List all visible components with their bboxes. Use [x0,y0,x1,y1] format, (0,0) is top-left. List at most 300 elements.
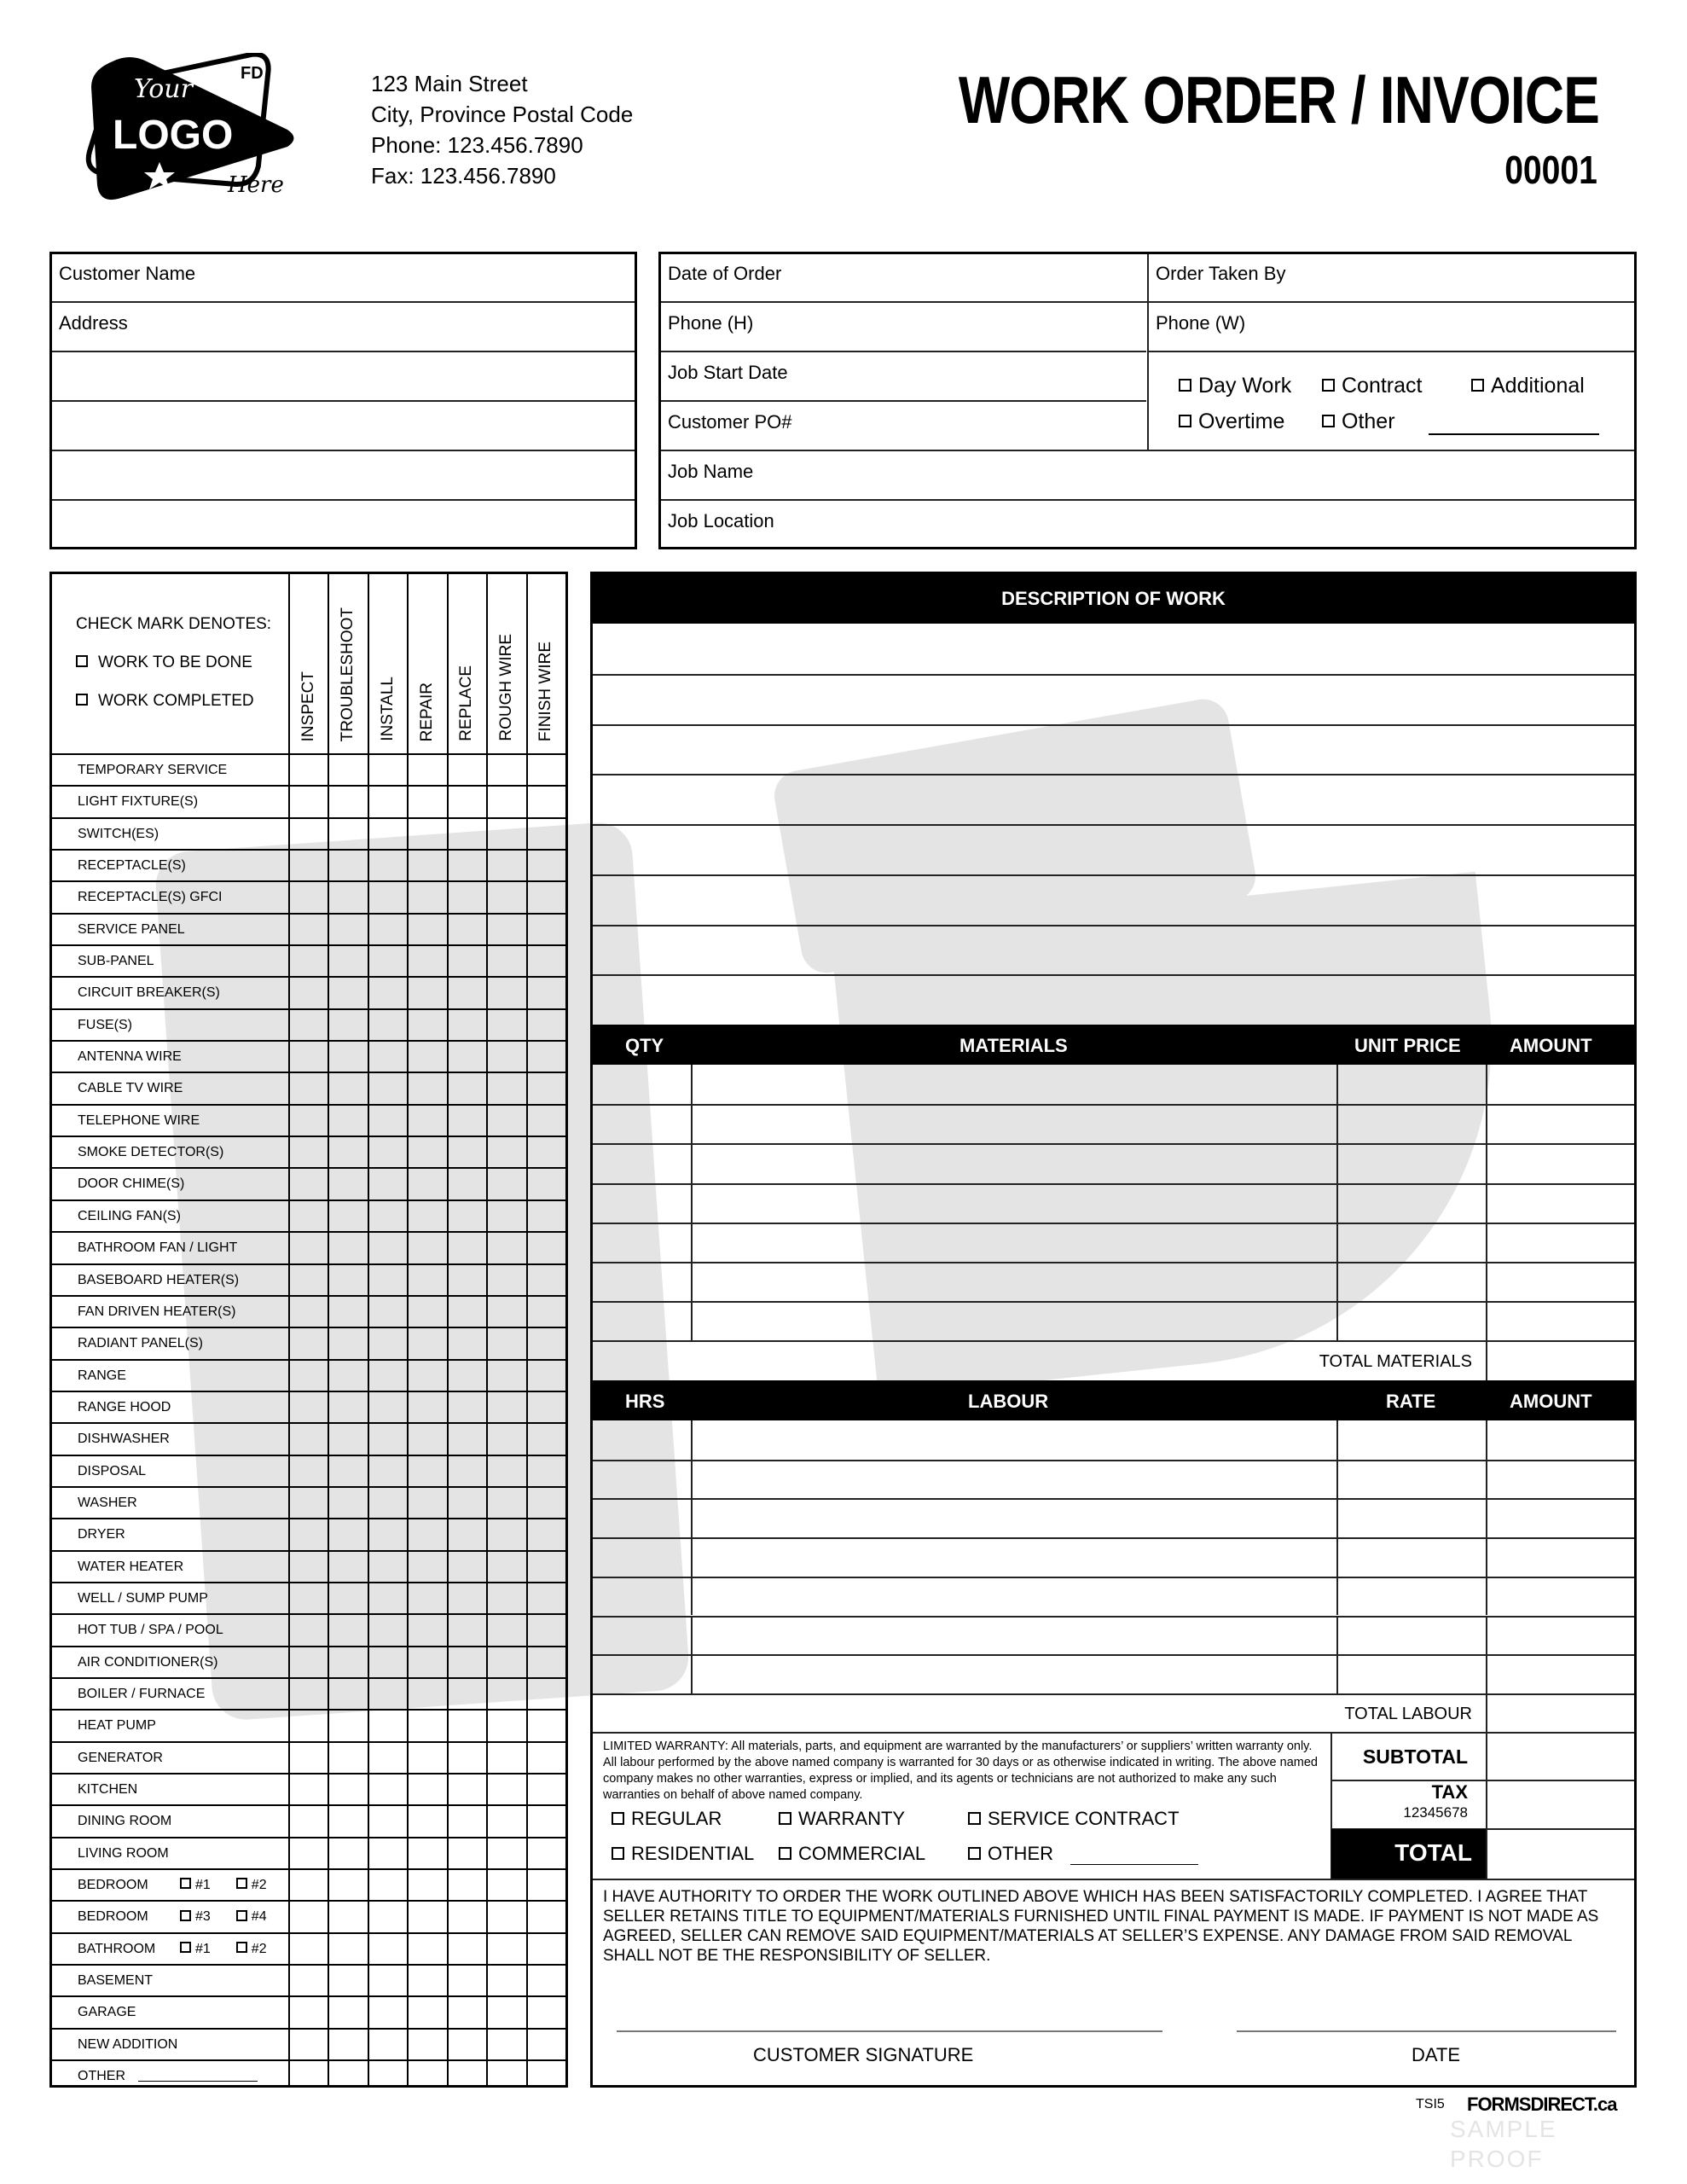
checklist-cell[interactable] [526,915,565,944]
checklist-cell[interactable] [486,1519,525,1549]
tax-input[interactable] [1487,1781,1634,1828]
checklist-cell[interactable] [526,1552,565,1582]
checklist-cell[interactable] [328,1233,367,1263]
materials-price-cell[interactable] [1336,1065,1486,1104]
checklist-cell[interactable] [526,1966,565,1995]
checklist-cell[interactable] [526,1488,565,1518]
checklist-cell[interactable] [288,1456,328,1486]
checklist-cell[interactable] [288,1169,328,1199]
checklist-cell[interactable] [288,1552,328,1582]
checklist-cell[interactable] [328,1488,367,1518]
checklist-cell[interactable] [328,1997,367,2027]
materials-description-cell[interactable] [691,1183,1336,1223]
checklist-cell[interactable] [447,2030,486,2059]
checklist-cell[interactable] [447,1806,486,1836]
checklist-cell[interactable] [368,1297,407,1327]
checklist-cell[interactable] [486,755,525,785]
checklist-cell[interactable] [486,1361,525,1391]
checklist-cell[interactable] [486,1838,525,1868]
checklist-cell[interactable] [447,1169,486,1199]
checklist-cell[interactable] [288,1265,328,1295]
checklist-cell[interactable] [447,1902,486,1931]
labour-amount-cell[interactable] [1486,1616,1634,1655]
checklist-cell[interactable] [407,1073,446,1103]
checklist-cell[interactable] [328,946,367,976]
customer-po-field[interactable]: Customer PO# [668,411,792,433]
checklist-cell[interactable] [407,851,446,880]
checklist-cell[interactable] [368,1615,407,1645]
room-number-option[interactable] [180,1942,211,1956]
checklist-cell[interactable] [526,1328,565,1358]
checklist-cell[interactable] [368,1073,407,1103]
checklist-cell[interactable] [368,819,407,849]
checklist-cell[interactable] [526,1297,565,1327]
materials-price-cell[interactable] [1336,1143,1486,1182]
checklist-cell[interactable] [288,1870,328,1900]
checklist-cell[interactable] [328,1743,367,1773]
room-number-option[interactable] [236,1878,267,1892]
checklist-cell[interactable] [407,787,446,816]
checklist-cell[interactable] [407,2030,446,2059]
description-line[interactable] [593,774,1634,824]
checklist-cell[interactable] [526,1010,565,1040]
checklist-cell[interactable] [328,1806,367,1836]
checklist-cell[interactable] [407,1679,446,1709]
checklist-cell[interactable] [486,1552,525,1582]
checklist-cell[interactable] [368,1966,407,1995]
materials-amount-cell[interactable] [1486,1262,1634,1301]
checklist-cell[interactable] [486,946,525,976]
checklist-cell[interactable] [328,755,367,785]
customer-name-field[interactable]: Customer Name [59,263,196,284]
description-line[interactable] [593,824,1634,874]
checklist-cell[interactable] [407,1615,446,1645]
checklist-cell[interactable] [486,2030,525,2059]
checklist-cell[interactable] [288,1902,328,1931]
checklist-cell[interactable] [288,1233,328,1263]
other-work-type-input[interactable] [1429,432,1599,435]
labour-price-cell[interactable] [1336,1460,1486,1499]
checklist-cell[interactable] [407,1297,446,1327]
materials-amount-cell[interactable] [1486,1104,1634,1143]
checklist-cell[interactable] [368,1870,407,1900]
checklist-cell[interactable] [288,787,328,816]
checklist-cell[interactable] [526,819,565,849]
checklist-cell[interactable] [288,1328,328,1358]
checklist-cell[interactable] [288,2061,328,2093]
checklist-cell[interactable] [368,915,407,944]
checklist-cell[interactable] [407,1743,446,1773]
checklist-cell[interactable] [526,1073,565,1103]
checklist-cell[interactable] [328,1169,367,1199]
labour-price-cell[interactable] [1336,1537,1486,1577]
checklist-cell[interactable] [486,1456,525,1486]
checklist-cell[interactable] [368,2061,407,2093]
checklist-cell[interactable] [486,1233,525,1263]
checklist-cell[interactable] [526,851,565,880]
total-materials-input[interactable] [1487,1342,1634,1380]
checklist-cell[interactable] [526,755,565,785]
checklist-cell[interactable] [288,819,328,849]
checklist-cell[interactable] [486,1743,525,1773]
materials-amount-cell[interactable] [1486,1183,1634,1223]
labour-amount-cell[interactable] [1486,1537,1634,1577]
checklist-cell[interactable] [407,1233,446,1263]
checklist-cell[interactable] [368,1488,407,1518]
checklist-cell[interactable] [447,1966,486,1995]
other-option[interactable] [968,1843,1053,1865]
labour-qty-cell[interactable] [593,1460,691,1499]
checklist-cell[interactable] [447,1870,486,1900]
checklist-cell[interactable] [486,2061,525,2093]
checklist-cell[interactable] [447,787,486,816]
checklist-cell[interactable] [328,1966,367,1995]
checklist-cell[interactable] [447,1488,486,1518]
checklist-cell[interactable] [368,1456,407,1486]
checklist-cell[interactable] [368,1137,407,1167]
checklist-cell[interactable] [288,1774,328,1804]
checklist-cell[interactable] [368,1997,407,2027]
materials-price-cell[interactable] [1336,1301,1486,1340]
checklist-cell[interactable] [526,1806,565,1836]
checklist-cell[interactable] [328,1106,367,1136]
checklist-cell[interactable] [288,1934,328,1964]
checklist-cell[interactable] [407,1137,446,1167]
checklist-cell[interactable] [407,882,446,912]
checklist-cell[interactable] [368,1679,407,1709]
checklist-cell[interactable] [288,882,328,912]
checklist-cell[interactable] [407,1519,446,1549]
checklist-cell[interactable] [447,1042,486,1072]
address-line-field[interactable] [52,501,635,547]
checklist-cell[interactable] [328,1456,367,1486]
checklist-cell[interactable] [368,1010,407,1040]
checklist-cell[interactable] [526,978,565,1008]
checklist-cell[interactable] [526,1583,565,1613]
description-line[interactable] [593,724,1634,775]
checklist-cell[interactable] [288,1488,328,1518]
address-line-field[interactable] [52,402,635,450]
room-number-option[interactable] [236,1942,267,1956]
checklist-cell[interactable] [486,787,525,816]
checklist-cell[interactable] [328,1265,367,1295]
checklist-cell[interactable] [407,1806,446,1836]
materials-amount-cell[interactable] [1486,1065,1634,1104]
checklist-cell[interactable] [486,1583,525,1613]
labour-description-cell[interactable] [691,1577,1336,1616]
materials-description-cell[interactable] [691,1143,1336,1182]
labour-description-cell[interactable] [691,1616,1336,1655]
checklist-cell[interactable] [407,1201,446,1231]
checklist-cell[interactable] [447,2061,486,2093]
checklist-cell[interactable] [368,1106,407,1136]
subtotal-input[interactable] [1487,1734,1634,1780]
checklist-cell[interactable] [368,1519,407,1549]
checklist-cell[interactable] [368,1902,407,1931]
room-number-option[interactable] [180,1909,211,1924]
additional-checkbox[interactable] [1471,374,1585,398]
checklist-cell[interactable] [288,1392,328,1422]
checklist-cell[interactable] [526,1169,565,1199]
checklist-cell[interactable] [526,1233,565,1263]
checklist-cell[interactable] [328,2030,367,2059]
checklist-cell[interactable] [368,2030,407,2059]
description-line[interactable] [593,974,1634,1025]
checklist-cell[interactable] [368,1934,407,1964]
room-number-option[interactable] [180,1878,211,1892]
checklist-cell[interactable] [328,1137,367,1167]
labour-qty-cell[interactable] [593,1577,691,1616]
checklist-cell[interactable] [447,755,486,785]
checklist-cell[interactable] [328,1552,367,1582]
checklist-cell[interactable] [407,1042,446,1072]
checklist-cell[interactable] [328,1583,367,1613]
checklist-cell[interactable] [486,1934,525,1964]
checklist-cell[interactable] [447,1552,486,1582]
checklist-cell[interactable] [526,1902,565,1931]
checklist-cell[interactable] [486,1297,525,1327]
checklist-cell[interactable] [407,1997,446,2027]
regular-option[interactable] [612,1808,722,1830]
checklist-cell[interactable] [447,851,486,880]
phone-home-field[interactable]: Phone (H) [668,312,754,334]
checklist-cell[interactable] [328,882,367,912]
checklist-cell[interactable] [368,1838,407,1868]
checklist-cell[interactable] [447,1774,486,1804]
materials-amount-cell[interactable] [1486,1223,1634,1262]
checklist-cell[interactable] [328,1328,367,1358]
labour-amount-cell[interactable] [1486,1460,1634,1499]
checklist-cell[interactable] [486,882,525,912]
checklist-cell[interactable] [328,1010,367,1040]
checklist-cell[interactable] [368,1743,407,1773]
materials-qty-cell[interactable] [593,1104,691,1143]
address-field[interactable]: Address [59,312,128,334]
checklist-cell[interactable] [407,1392,446,1422]
checklist-cell[interactable] [447,1615,486,1645]
checklist-cell[interactable] [447,1297,486,1327]
checklist-cell[interactable] [368,1201,407,1231]
checklist-cell[interactable] [526,1137,565,1167]
labour-price-cell[interactable] [1336,1654,1486,1693]
checklist-cell[interactable] [526,1424,565,1454]
checklist-cell[interactable] [447,1647,486,1677]
labour-amount-cell[interactable] [1486,1577,1634,1616]
materials-qty-cell[interactable] [593,1065,691,1104]
checklist-cell[interactable] [486,978,525,1008]
checklist-cell[interactable] [288,1711,328,1740]
checklist-cell[interactable] [328,1615,367,1645]
checklist-cell[interactable] [407,1265,446,1295]
checklist-cell[interactable] [526,1647,565,1677]
checklist-cell[interactable] [328,1679,367,1709]
labour-qty-cell[interactable] [593,1420,691,1460]
checklist-cell[interactable] [368,1583,407,1613]
checklist-cell[interactable] [288,2030,328,2059]
checklist-cell[interactable] [407,1902,446,1931]
checklist-cell[interactable] [328,1647,367,1677]
job-location-field[interactable]: Job Location [668,510,774,531]
other-item-input[interactable] [138,2070,258,2082]
checklist-cell[interactable] [407,1934,446,1964]
checklist-cell[interactable] [486,1806,525,1836]
checklist-cell[interactable] [526,1774,565,1804]
checklist-cell[interactable] [328,787,367,816]
checklist-cell[interactable] [368,755,407,785]
checklist-cell[interactable] [288,1424,328,1454]
checklist-cell[interactable] [407,2061,446,2093]
checklist-cell[interactable] [526,1519,565,1549]
checklist-cell[interactable] [407,978,446,1008]
checklist-cell[interactable] [368,1552,407,1582]
checklist-cell[interactable] [407,1552,446,1582]
description-line[interactable] [593,874,1634,925]
checklist-cell[interactable] [288,1042,328,1072]
checklist-cell[interactable] [447,1010,486,1040]
checklist-cell[interactable] [328,1934,367,1964]
checklist-cell[interactable] [288,1297,328,1327]
date-signature-line[interactable] [1237,2030,1616,2032]
checklist-cell[interactable] [447,1392,486,1422]
checklist-cell[interactable] [526,2030,565,2059]
job-name-field[interactable]: Job Name [668,461,754,482]
checklist-cell[interactable] [447,1743,486,1773]
checklist-cell[interactable] [447,882,486,912]
description-line[interactable] [593,925,1634,975]
overtime-checkbox[interactable] [1179,410,1284,433]
checklist-cell[interactable] [288,1615,328,1645]
checklist-cell[interactable] [407,915,446,944]
checklist-cell[interactable] [328,2061,367,2093]
materials-qty-cell[interactable] [593,1183,691,1223]
materials-price-cell[interactable] [1336,1262,1486,1301]
commercial-option[interactable] [779,1843,925,1865]
checklist-cell[interactable] [447,1679,486,1709]
checklist-cell[interactable] [407,1870,446,1900]
checklist-cell[interactable] [447,1934,486,1964]
checklist-cell[interactable] [407,1774,446,1804]
checklist-cell[interactable] [328,851,367,880]
checklist-cell[interactable] [328,1902,367,1931]
checklist-cell[interactable] [486,1201,525,1231]
checklist-cell[interactable] [486,819,525,849]
total-labour-input[interactable] [1487,1695,1634,1732]
checklist-cell[interactable] [288,1838,328,1868]
description-line[interactable] [593,674,1634,724]
checklist-cell[interactable] [368,1328,407,1358]
checklist-cell[interactable] [288,978,328,1008]
checklist-cell[interactable] [526,1679,565,1709]
description-line[interactable] [593,624,1634,674]
labour-description-cell[interactable] [691,1537,1336,1577]
labour-amount-cell[interactable] [1486,1654,1634,1693]
checklist-cell[interactable] [447,1711,486,1740]
checklist-cell[interactable] [486,1106,525,1136]
checklist-cell[interactable] [486,1073,525,1103]
checklist-cell[interactable] [447,1456,486,1486]
materials-description-cell[interactable] [691,1262,1336,1301]
checklist-cell[interactable] [288,1519,328,1549]
checklist-cell[interactable] [486,1042,525,1072]
checklist-cell[interactable] [526,1106,565,1136]
checklist-cell[interactable] [368,1265,407,1295]
checklist-cell[interactable] [486,1679,525,1709]
checklist-cell[interactable] [368,1042,407,1072]
checklist-cell[interactable] [447,1361,486,1391]
total-input[interactable] [1487,1830,1634,1879]
checklist-cell[interactable] [447,1106,486,1136]
checklist-cell[interactable] [328,1201,367,1231]
materials-price-cell[interactable] [1336,1183,1486,1223]
checklist-cell[interactable] [486,1137,525,1167]
checklist-cell[interactable] [407,946,446,976]
checklist-cell[interactable] [407,1966,446,1995]
checklist-cell[interactable] [328,1042,367,1072]
labour-description-cell[interactable] [691,1420,1336,1460]
materials-description-cell[interactable] [691,1301,1336,1340]
checklist-cell[interactable] [288,1010,328,1040]
checklist-cell[interactable] [368,1233,407,1263]
materials-price-cell[interactable] [1336,1223,1486,1262]
checklist-cell[interactable] [407,1838,446,1868]
labour-amount-cell[interactable] [1486,1498,1634,1537]
checklist-cell[interactable] [486,1647,525,1677]
checklist-cell[interactable] [407,1010,446,1040]
checklist-cell[interactable] [407,1361,446,1391]
checklist-cell[interactable] [447,1233,486,1263]
checklist-cell[interactable] [526,1711,565,1740]
checklist-cell[interactable] [328,915,367,944]
checklist-cell[interactable] [288,1966,328,1995]
checklist-cell[interactable] [288,755,328,785]
checklist-cell[interactable] [328,1870,367,1900]
checklist-cell[interactable] [447,1838,486,1868]
checklist-cell[interactable] [328,1297,367,1327]
checklist-cell[interactable] [526,1838,565,1868]
checklist-cell[interactable] [407,1424,446,1454]
checklist-cell[interactable] [288,1137,328,1167]
labour-price-cell[interactable] [1336,1420,1486,1460]
checklist-cell[interactable] [486,1711,525,1740]
order-taken-by-field[interactable]: Order Taken By [1156,263,1286,284]
checklist-cell[interactable] [407,755,446,785]
checklist-cell[interactable] [447,819,486,849]
other-checkbox[interactable] [1322,410,1395,433]
checklist-cell[interactable] [486,1615,525,1645]
labour-description-cell[interactable] [691,1460,1336,1499]
materials-description-cell[interactable] [691,1223,1336,1262]
labour-qty-cell[interactable] [593,1654,691,1693]
checklist-cell[interactable] [526,1870,565,1900]
checklist-cell[interactable] [368,1711,407,1740]
checklist-cell[interactable] [368,882,407,912]
checklist-cell[interactable] [526,2061,565,2093]
checklist-cell[interactable] [486,1424,525,1454]
checklist-cell[interactable] [486,851,525,880]
checklist-cell[interactable] [486,1392,525,1422]
checklist-cell[interactable] [447,1265,486,1295]
checklist-cell[interactable] [368,1361,407,1391]
checklist-cell[interactable] [288,1997,328,2027]
residential-option[interactable] [612,1843,754,1865]
checklist-cell[interactable] [447,1424,486,1454]
materials-qty-cell[interactable] [593,1143,691,1182]
checklist-cell[interactable] [526,787,565,816]
labour-description-cell[interactable] [691,1654,1336,1693]
day-work-checkbox[interactable] [1179,374,1291,398]
checklist-cell[interactable] [407,819,446,849]
checklist-cell[interactable] [486,1870,525,1900]
